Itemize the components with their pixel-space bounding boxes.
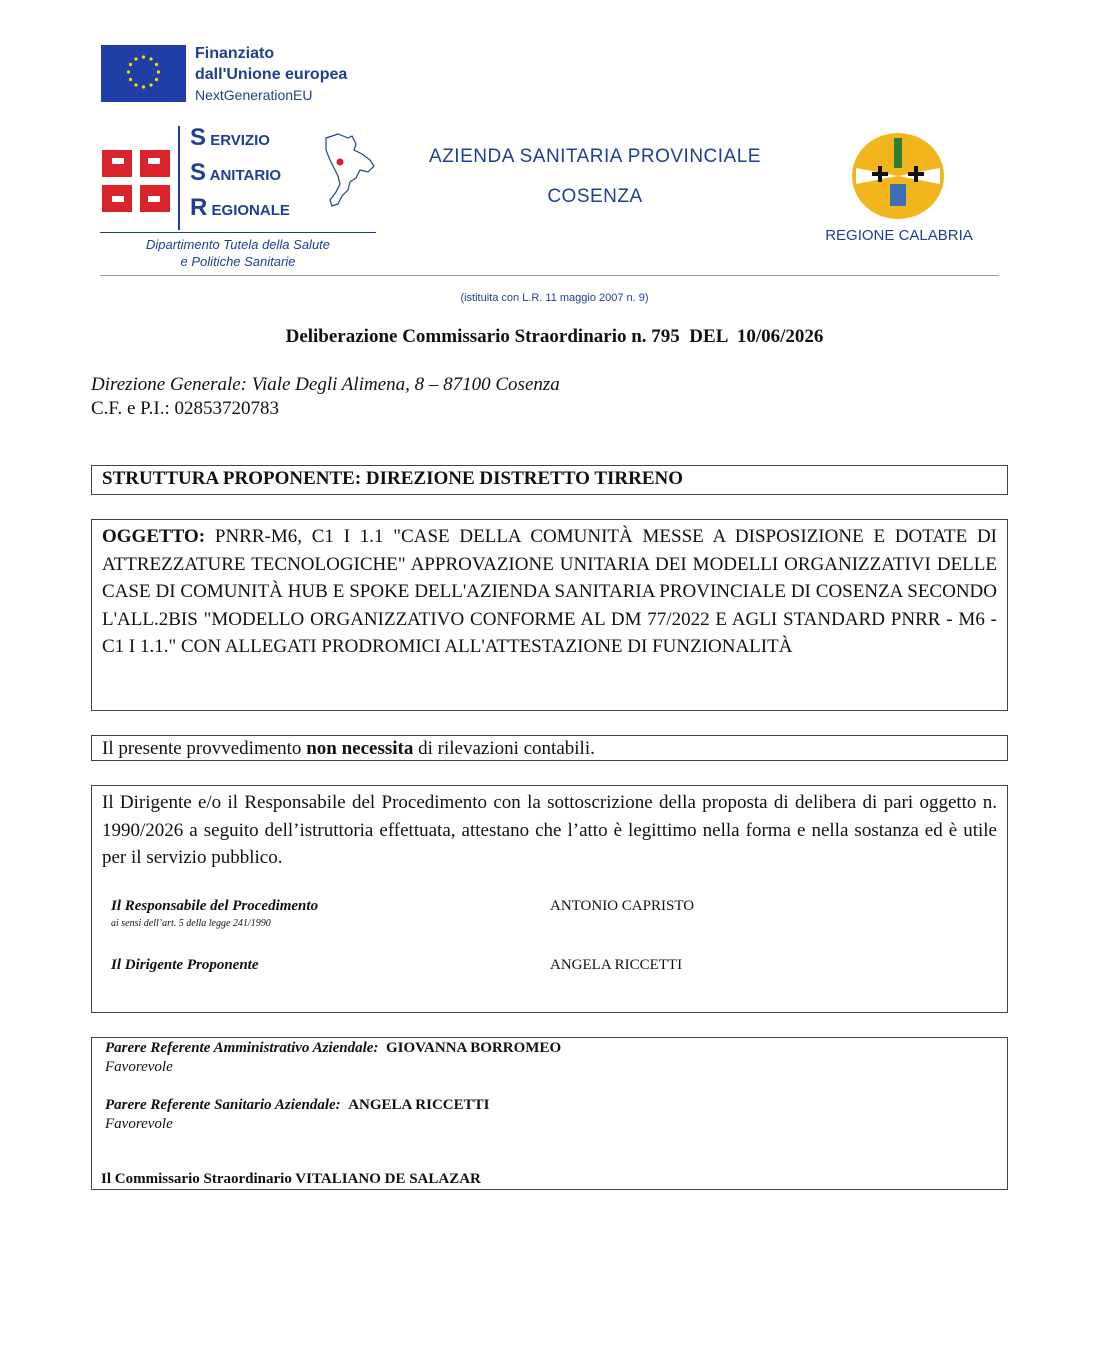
regione-calabria-emblem-icon (850, 132, 946, 220)
dipartimento-label: Dipartimento Tutela della Salute e Politiche Sanitarie (145, 237, 331, 269)
eu-line-2: dall'Unione europea (195, 66, 348, 83)
deliberazione-title: Deliberazione Commissario Straordinario n. 795 DEL 10/06/2026 (285, 326, 824, 347)
direzione-block (91, 373, 560, 421)
parere-sanitario-esito: Favorevole (105, 1116, 173, 1132)
dirigente-name: ANGELA RICCETTI (550, 957, 683, 973)
header-divider (100, 275, 999, 276)
red-cross-icon (100, 148, 172, 214)
contabile-box: Il presente provvedimento non necessita di rilevazioni contabili. (91, 735, 1008, 761)
ssr-regionale: R EGIONALE (190, 194, 290, 221)
azienda-city: COSENZA (547, 186, 643, 207)
contabile-bold: non necessita (306, 738, 414, 759)
oggetto-box (91, 519, 1008, 711)
eu-line-3: NextGenerationEU (195, 87, 313, 103)
parere-amministrativo-esito: Favorevole (105, 1059, 173, 1075)
responsabile-label: Il Responsabile del Procedimento (111, 898, 319, 914)
direzione-generale: Direzione Generale: Viale Degli Alimena, 8 – 87100 Cosenza (91, 374, 560, 395)
eu-funding-text (195, 43, 347, 105)
ssr-sanitario: S ANITARIO (190, 159, 282, 186)
struttura-proponente: STRUTTURA PROPONENTE: DIREZIONE DISTRETTO TIRRENO (91, 465, 1008, 495)
ssr-divider (178, 126, 180, 230)
oggetto-text: PNRR-M6, C1 I 1.1 "CASE DELLA COMUNITÀ MESSE A DISPOSIZIONE E DOTATE DI ATTREZZATURE TECNOLOGICHE" APPROVAZIONE UNITARIA DEI MODELLI ORGANIZZATIVI DELLE CASE DI COMUNITÀ HUB E SPOKE DELL'AZIENDA SANITARIA PROVINCIALE DI COSENZA SECONDO L'ALL.2BIS "MODELLO ORGANIZZATIVO CONFORME AL DM 77/2022 E AGLI STANDARD PNRR - M6 - C1 I 1.1." CON ALLEGATI PRODROMICI ALL'ATTESTAZIONE DI FUNZIONALITÀ (102, 526, 997, 658)
calabria-map-icon (318, 130, 378, 210)
eu-flag-logo (101, 45, 186, 102)
parere-amministrativo: Parere Referente Amministrativo Aziendale: GIOVANNA BORROMEO (105, 1040, 562, 1056)
commissario-signature: Il Commissario Straordinario VITALIANO DE SALAZAR (101, 1171, 481, 1187)
ssr-servizio: S ERVIZIO (190, 124, 270, 151)
cf-pi: C.F. e P.I.: 02853720783 (91, 398, 279, 419)
responsabile-name: ANTONIO CAPRISTO (550, 898, 695, 914)
oggetto-label: OGGETTO: (102, 526, 206, 547)
attestazione-text: Il Dirigente e/o il Responsabile del Procedimento con la sottoscrizione della proposta di delibera di pari oggetto n. 1990/2026 a seguito dell’istruttoria effettuata, attestano che l’atto è legittimo nella forma e nella sostanza ed è utile per il servizio pubblico. (102, 792, 997, 869)
ssr-underline (100, 232, 376, 233)
azienda-title: AZIENDA SANITARIA PROVINCIALE (429, 146, 761, 167)
dirigente-label: Il Dirigente Proponente (111, 957, 259, 973)
eu-line-1: Finanziato (195, 45, 275, 62)
parere-sanitario: Parere Referente Sanitario Aziendale: ANGELA RICCETTI (105, 1097, 490, 1113)
regione-calabria-label: REGIONE CALABRIA (825, 227, 973, 244)
istituita-note: (istituita con L.R. 11 maggio 2007 n. 9) (460, 292, 649, 304)
responsabile-note: ai sensi dell’art. 5 della legge 241/1990 (111, 918, 271, 929)
